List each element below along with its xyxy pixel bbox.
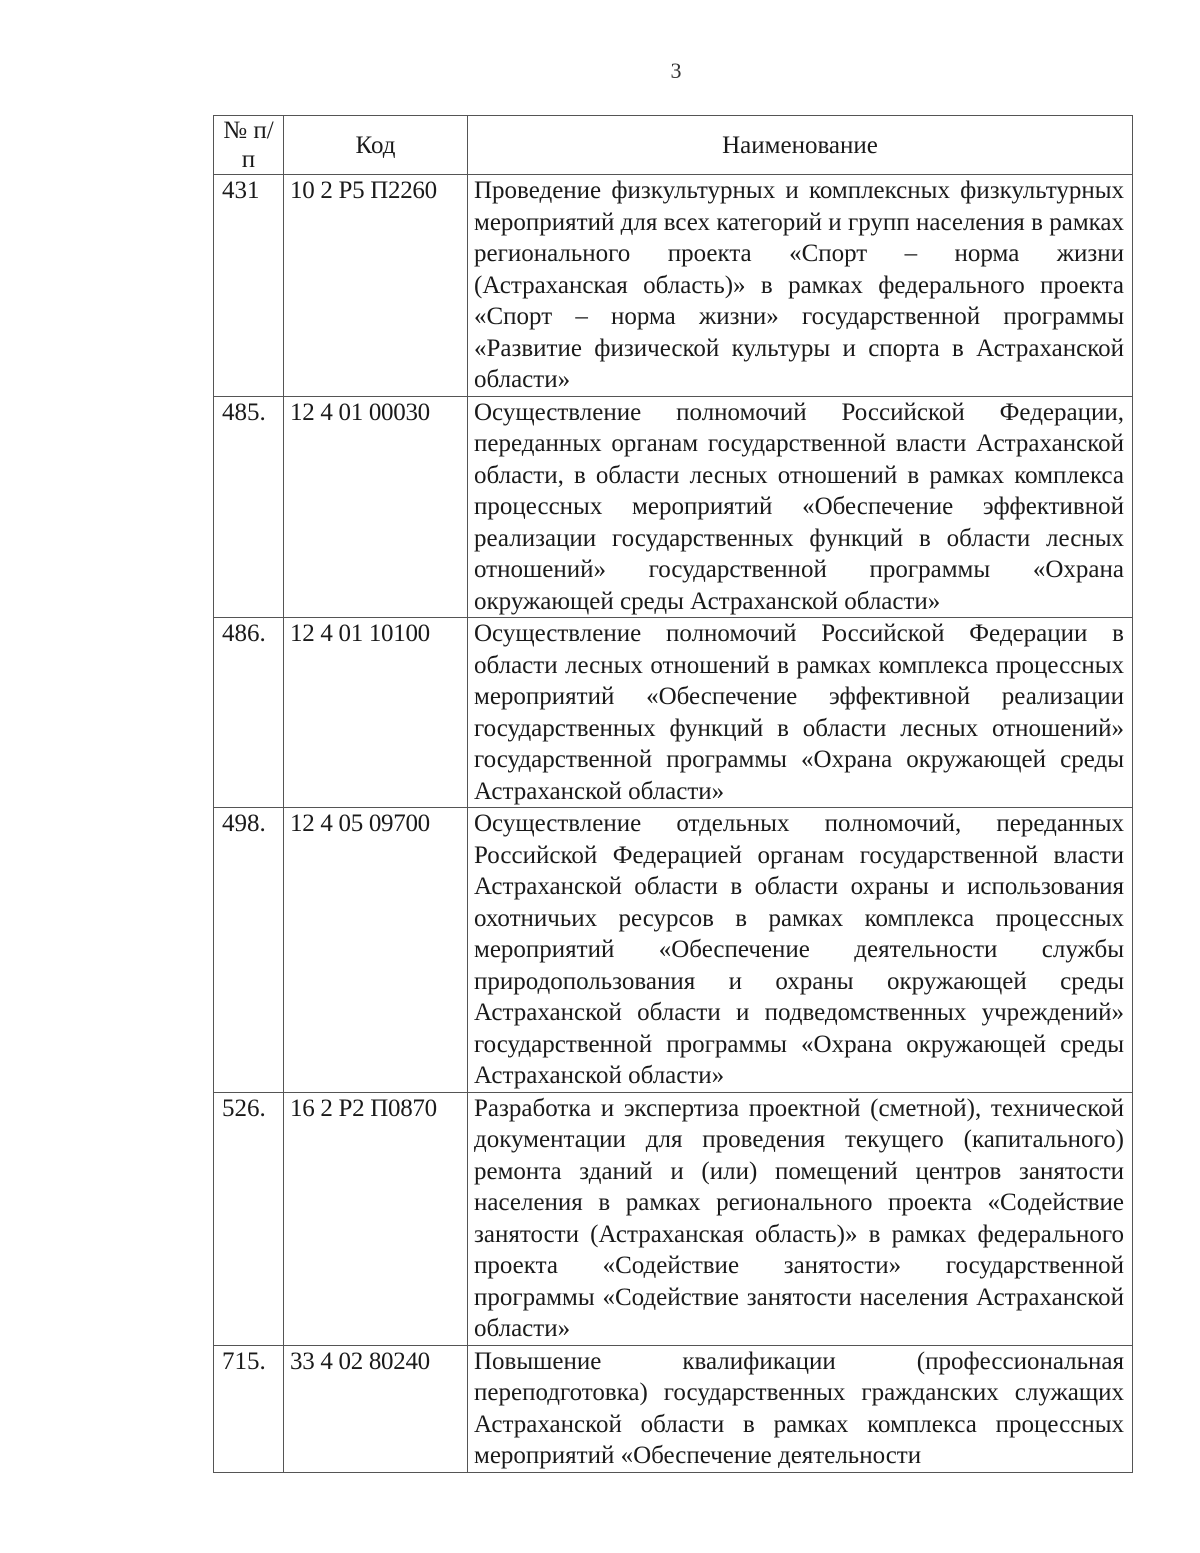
- row-code: 12 4 01 10100: [284, 618, 468, 808]
- row-code: 33 4 02 80240: [284, 1345, 468, 1472]
- row-num: 485.: [214, 396, 284, 618]
- row-name: Осуществление отдельных полномочий, переданных Российской Федерацией органам государственной власти Астраханской области в области охраны и использования охотничьих ресурсов в рамках комплекса процессных мероприятий «Обеспечение деятельности службы природопользования и охраны окружающей среды Астраханской области и подведомственных учреждений» государственной программы «Охрана окружающей среды Астраханской области»: [468, 808, 1133, 1093]
- row-num: 431: [214, 175, 284, 397]
- table-header-row: [214, 116, 1133, 175]
- table-row: [214, 808, 1133, 1093]
- row-name: Осуществление полномочий Российской Федерации, переданных органам государственной власти Астраханской области, в области лесных отношений в рамках комплекса процессных мероприятий «Обеспечение эффективной реализации государственных функций в области лесных отношений» государственной программы «Охрана окружающей среды Астраханской области»: [468, 396, 1133, 618]
- table-row: [214, 175, 1133, 397]
- row-num: 486.: [214, 618, 284, 808]
- row-name: Разработка и экспертиза проектной (сметной), технической документации для проведения текущего (капитального) ремонта зданий и (или) помещений центров занятости населения в рамках регионального проекта «Содействие занятости (Астраханская область)» в рамках федерального проекта «Содействие занятости» государственной программы «Содействие занятости населения Астраханской области»: [468, 1092, 1133, 1345]
- row-code: 12 4 01 00030: [284, 396, 468, 618]
- table-row: [214, 1345, 1133, 1472]
- row-name: Проведение физкультурных и комплексных физкультурных мероприятий для всех категорий и групп населения в рамках регионального проекта «Спорт – норма жизни (Астраханская область)» в рамках федерального проекта «Спорт – норма жизни» государственной программы «Развитие физической культуры и спорта в Астраханской области»: [468, 175, 1133, 397]
- header-num: № п/п: [214, 116, 284, 175]
- page-number: 3: [670, 58, 682, 83]
- table-row: [214, 396, 1133, 618]
- row-code: 10 2 P5 П2260: [284, 175, 468, 397]
- row-name: Осуществление полномочий Российской Федерации в области лесных отношений в рамках комплекса процессных мероприятий «Обеспечение эффективной реализации государственных функций в области лесных отношений» государственной программы «Охрана окружающей среды Астраханской области»: [468, 618, 1133, 808]
- row-num: 498.: [214, 808, 284, 1093]
- budget-classification-table: [213, 115, 1133, 1473]
- header-code: Код: [284, 116, 468, 175]
- header-name: Наименование: [468, 116, 1133, 175]
- row-name: Повышение квалификации (профессиональная переподготовка) государственных гражданских служащих Астраханской области в рамках комплекса процессных мероприятий «Обеспечение деятельности: [468, 1345, 1133, 1472]
- row-code: 16 2 P2 П0870: [284, 1092, 468, 1345]
- row-code: 12 4 05 09700: [284, 808, 468, 1093]
- table-row: [214, 618, 1133, 808]
- row-num: 526.: [214, 1092, 284, 1345]
- table-row: [214, 1092, 1133, 1345]
- row-num: 715.: [214, 1345, 284, 1472]
